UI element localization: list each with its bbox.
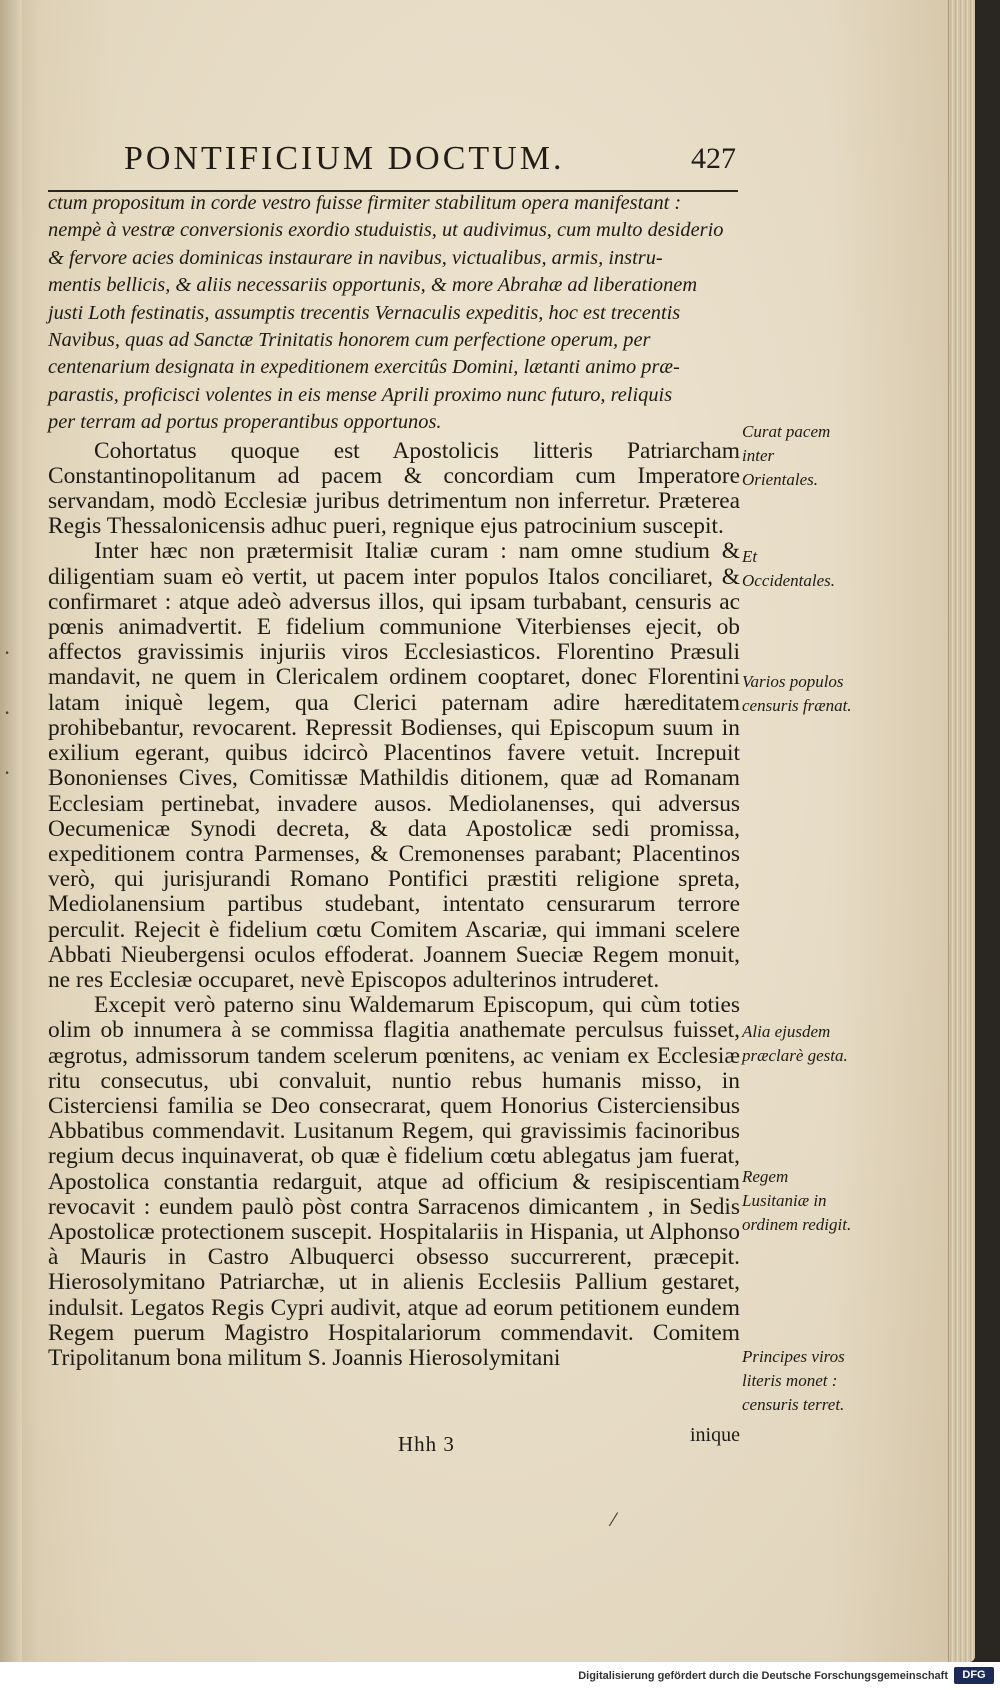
italic-quote-line: parastis, proficisci volentes in eis mense Aprili proximo nunc futuro, reliquis (48, 383, 673, 406)
stray-ink-mark: ⁄ (612, 1510, 616, 1531)
dfg-logo (954, 1667, 994, 1684)
italic-quote-line: mentis bellicis, & aliis necessariis opportunis, & more Abrahæ ad liberationem (48, 274, 698, 297)
paragraph: Excepit verò paterno sinu Waldemarum Episcopum, qui cùm toties olim ob innumera à se commissa flagitia anathemate perculsus fuisset, ægrotus, admissorum tandem scelerum pœnitens, ac veniam ex Ecclesiæ ritu consecutus, ubi convaluit, nuntio rebus humanis misso, in Cisterciensi familia se Deo consecrarat, quem Honorius Cisterciensibus Abbatibus commendavit. Lusitanum Regem, qui gravissimis facinoribus regium decus inquinaverat, ob quæ è fidelium cœtu ablegatus jam fuerat, Apostolica constantia redarguit, atque ad officium & resipiscentiam revocavit : eundem paulò pòst contra Sarracenos dimicantem , in Sedis Apostolicæ protectionem suscepit. Hospitalariis in Hispania, ut Alphonso à Mauris in Castro Albuquerci obsesso succurrerent, præcepit. Hierosolymitano Patriarchæ, ut in alienis Ecclesiis Pallium gestaret, indulsit. Legatos Regis Cypri audivit, atque ad eorum petitionem eundem Regem puerum Magistro Hospitalariorum commendavit. Comitem Tripolitanum bona militum S. Joannis Hierosolymitani (48, 992, 740, 1371)
margin-note: Curat pacem inter Orientales. (742, 422, 831, 489)
page-number: 427 (691, 142, 736, 175)
margin-note: Alia ejusdem præclarè gesta. (742, 1022, 848, 1065)
margin-note: Principes viros literis monet : censuris terret. (742, 1347, 845, 1414)
italic-quote-line: centenarium designata in expeditionem exercitûs Domini, lætanti animo præ- (48, 356, 680, 379)
margin-note: Regem Lusitaniæ in ordinem redigit. (742, 1167, 852, 1234)
bleed-glyph: · (4, 700, 10, 725)
bleed-glyph: · (4, 760, 10, 785)
signature-mark: Hhh 3 (398, 1432, 455, 1456)
bleed-glyph: · (4, 640, 10, 665)
digitization-footer (0, 1662, 1000, 1690)
italic-quote-line: justi Loth festinatis, assumptis trecentis Vernaculis expeditis, hoc est trecentis (48, 301, 681, 324)
running-head (48, 140, 738, 192)
margin-note: Varios populos censuris frænat. (742, 672, 852, 715)
italic-quote-line: ctum propositum in corde vestro fuisse firmiter stabilitum opera manifestant : (48, 192, 682, 214)
margin-note: Et Occidentales. (742, 547, 835, 590)
page-stack-edge (948, 0, 975, 1662)
italic-quote-line: nempè à vestræ conversionis exordio studuistis, ut audivimus, cum multo desiderio (48, 219, 724, 242)
dfg-logo-text: DFG (962, 1669, 986, 1681)
funding-credit: Digitalisierung gefördert durch die Deutsche Forschungsgemeinschaft (578, 1670, 948, 1682)
facing-page-edge (0, 0, 22, 1662)
paragraph: Inter hæc non prætermisit Italiæ curam : nam omne studium & diligentiam suam eò vertit, ut pacem inter populos Italos conciliaret, & confirmaret : atque adeò adversus illos, qui ipsam turbabant, censuris ac pœnis animadvertit. E fidelium communione Viterbienses ejecit, ob affectos gravissimis injuriis viros Ecclesiasticos. Florentino Præsuli mandavit, ne quem in Clericalem ordinem cooptaret, donec Florentini latam iniquè legem, qua Clerici paternam adire hæreditatem prohibebantur, revocarent. Repressit Bodienses, qui Episcopum suum in exilium egerant, quibus idcircò Placentinos favere vetuit. Increpuit Bononienses Cives, Comitissæ Mathildis ditionem, quæ ad Romanam Ecclesiam pertinebat, invadere ausos. Mediolanenses, qui adversus Oecumenicæ Synodi decreta, & data Apostolicæ sedi promissa, expeditionem contra Parmenses, & Cremonenses parabant; Placentinos verò, qui jurisjurandi Romano Pontifici præstiti religione spreta, Mediolanensium partibus studebant, intentato censurarum terrore perculit. Rejecit è fidelium cœtu Comitem Ascariæ, qui immani scelere Abbati Nieubergensi oculos effoderat. Joannem Sueciæ Regem monuit, ne res Ecclesiæ occuparet, nevè Episcopos adulterinos intruderet. (48, 538, 740, 993)
italic-quote-line: & fervore acies dominicas instaurare in navibus, victualibus, armis, instru- (48, 246, 663, 269)
italic-quote-line: Navibus, quas ad Sanctæ Trinitatis honorem cum perfectione operum, per (48, 329, 651, 352)
paragraph: Cohortatus quoque est Apostolicis litteris Patriarcham Constantinopolitanum ad pacem & concordiam cum Imperatore servandam, modò Ecclesiæ juribus detrimentum non inferretur. Præterea Regis Thessalonicensis adhuc pueri, regnique ejus patrocinium suscepit. (48, 437, 740, 540)
catchword: inique (690, 1424, 740, 1446)
italic-quote-line: per terram ad portus properantibus opportunos. (48, 411, 442, 434)
running-title: PONTIFICIUM DOCTUM. (124, 140, 565, 177)
page-footer-line (48, 1424, 740, 1462)
main-text (48, 190, 740, 1371)
